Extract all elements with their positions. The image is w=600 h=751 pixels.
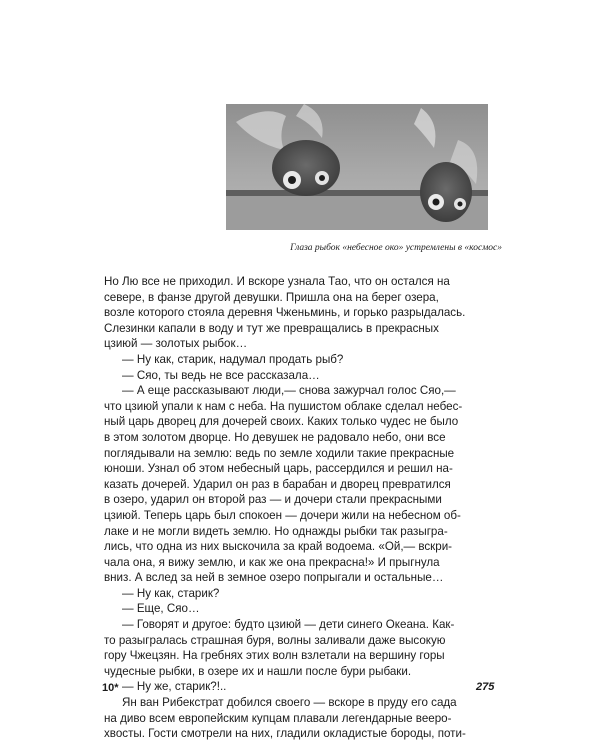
text-line: севере, в фанзе другой девушки. Пришла она на берег озера, [104,290,439,304]
text-line: Слезинки капали в воду и тут же превращались в прекрасных [104,321,439,335]
text-line: чудесные рыбки, в озере их и нашли после бури рыбаки. [104,664,412,678]
page-number: 275 [476,681,495,693]
text-line: — Ну как, старик? [122,586,220,600]
text-line: цзиюй — золотых рыбок… [104,337,248,351]
figure-caption: Глаза рыбок «небесное око» устремлены в «космос» [290,243,502,253]
goldfish-illustration [226,104,488,230]
text-line: лись, что одна из них выскочила за край водоема. «Ой,— вскри- [104,540,453,554]
text-line: вниз. А вслед за ней в земное озеро попрыгали и остальные… [104,571,444,585]
text-line: цзиюй. Теперь царь был спокоен — дочери жили на небесном об- [104,508,461,522]
text-line: — Сяо, ты ведь не все рассказала… [122,368,320,382]
text-line: то разыгралась страшная буря, волны заливали даже высокую [104,633,446,647]
text-line: — Ну как, старик, надумал продать рыб? [122,352,344,366]
text-line: в этом золотом дворце. Но девушек не радовало небо, они все [104,430,446,444]
text-line: ный царь дворец для дочерей своих. Каких только чудес не было [104,415,459,429]
text-line: казать дочерей. Ударил он раз в барабан и дворец превратился [104,477,451,491]
text-line: — Ну же, старик?!.. [122,680,227,694]
text-line: лаке и не могли видеть землю. Но однажды рыбки так разыгра- [104,524,448,538]
text-line: — А еще рассказывают люди,— снова зажурчал голос Сяо,— [122,384,456,398]
body-text [104,274,502,742]
text-line: Ян ван Рибекстрат добился своего — вскоре в пруду его сада [122,696,457,710]
text-line: Но Лю все не приходил. И вскоре узнала Тао, что он остался на [104,275,450,288]
text-line: юноши. Узнал об этом небесный царь, рассердился и решил на- [104,462,453,476]
text-line: чала она, я вижу землю, и как же она прекрасна!» И прыгнула [104,555,440,569]
text-line: гору Чжецзян. На гребнях этих волн взлетали на вершину горы [104,649,445,663]
text-line: на диво всем европейским купцам плавали легендарные вееро- [104,711,452,725]
text-line: хвосты. Гости смотрели на них, гладили окладистые бороды, поти- [104,727,466,741]
text-line: поглядывали на землю: ведь по земле ходили такие прекрасные [104,446,455,460]
text-line: возле которого стояла деревня Чженьминь, и горько разрыдалась. [104,306,466,320]
text-line: — Говорят и другое: будто цзиюй — дети синего Океана. Как- [122,618,455,632]
goldfish-photo [226,104,488,230]
text-line: в озеро, ударил он второй раз — и дочери стали прекрасными [104,493,442,507]
printer-signature: 10* [102,682,119,694]
text-line: что цзиюй упали к нам с неба. На пушистом облаке сделал небес- [104,399,463,413]
text-line: — Еще, Сяо… [122,602,200,616]
